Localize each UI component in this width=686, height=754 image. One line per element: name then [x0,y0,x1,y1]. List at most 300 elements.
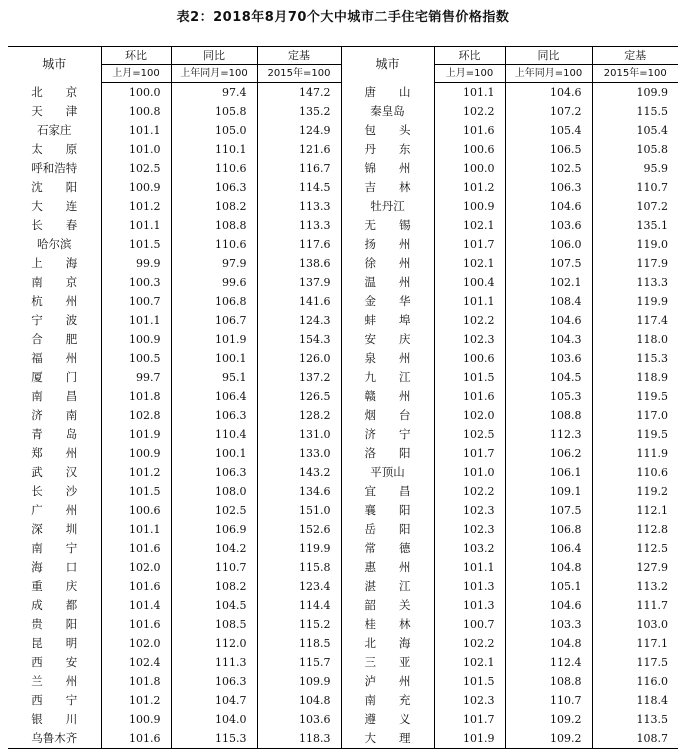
left-city-cell: 广 州 [31,503,78,517]
left-yoy-cell: 110.6 [171,159,257,178]
left-city-cell: 深 圳 [31,522,78,536]
right-yoy-cell: 106.3 [505,178,592,197]
left-yoy-cell: 106.3 [171,406,257,425]
left-mom-cell: 101.1 [101,311,171,330]
header-city-right: 城市 [341,47,434,83]
right-mom-cell: 102.2 [434,102,505,121]
left-yoy-cell: 108.5 [171,615,257,634]
left-city-cell: 福 州 [31,351,78,365]
header-base-left: 定基 [257,47,341,65]
right-yoy-cell: 105.1 [505,577,592,596]
right-base-cell: 113.5 [592,710,678,729]
right-mom-cell: 101.5 [434,368,505,387]
table-row [8,159,678,178]
left-yoy-cell: 99.6 [171,273,257,292]
right-base-cell: 112.8 [592,520,678,539]
left-city-cell: 南 昌 [31,389,78,403]
right-mom-cell: 102.5 [434,425,505,444]
right-city-cell: 宜 昌 [341,482,434,501]
left-yoy-cell: 106.8 [171,292,257,311]
left-city-cell: 武 汉 [31,465,78,479]
left-yoy-cell: 110.7 [171,558,257,577]
right-city-cell: 牡丹江 [341,197,434,216]
right-city-cell: 平顶山 [341,463,434,482]
left-city-cell: 兰 州 [31,674,78,688]
right-mom-cell: 101.1 [434,83,505,103]
right-yoy-cell: 104.3 [505,330,592,349]
left-yoy-cell: 101.9 [171,330,257,349]
right-base-cell: 116.0 [592,672,678,691]
left-mom-cell: 101.4 [101,596,171,615]
header-mom-right: 环比 [434,47,505,65]
left-yoy-cell: 97.9 [171,254,257,273]
right-base-cell: 112.1 [592,501,678,520]
table-row [8,539,678,558]
left-mom-cell: 100.9 [101,710,171,729]
right-yoy-cell: 103.6 [505,349,592,368]
right-mom-cell: 101.6 [434,387,505,406]
left-base-cell: 123.4 [257,577,341,596]
left-city-cell: 西 安 [31,655,78,669]
right-city-cell: 扬 州 [341,235,434,254]
right-base-cell: 119.9 [592,292,678,311]
left-city-cell: 济 南 [31,408,78,422]
right-yoy-cell: 103.6 [505,216,592,235]
right-yoy-cell: 103.3 [505,615,592,634]
right-city-cell: 烟 台 [341,406,434,425]
left-mom-cell: 100.7 [101,292,171,311]
left-yoy-cell: 115.3 [171,729,257,749]
left-base-cell: 124.9 [257,121,341,140]
left-mom-cell: 101.6 [101,729,171,749]
right-mom-cell: 100.9 [434,197,505,216]
table-row [8,197,678,216]
left-base-cell: 103.6 [257,710,341,729]
left-yoy-cell: 108.2 [171,577,257,596]
left-city-cell: 上 海 [31,256,78,270]
left-city-cell: 合 肥 [31,332,78,346]
header-mom-sub-left: 上月=100 [101,65,171,83]
left-yoy-cell: 106.3 [171,178,257,197]
table-row [8,482,678,501]
right-base-cell: 119.5 [592,387,678,406]
left-base-cell: 113.3 [257,216,341,235]
left-city-cell: 天 津 [31,104,78,118]
right-yoy-cell: 108.8 [505,672,592,691]
right-city-cell: 桂 林 [341,615,434,634]
right-city-cell: 襄 阳 [341,501,434,520]
right-yoy-cell: 106.4 [505,539,592,558]
table-row [8,729,678,749]
table-row [8,406,678,425]
right-base-cell: 127.9 [592,558,678,577]
right-yoy-cell: 104.8 [505,634,592,653]
table-row [8,102,678,121]
left-base-cell: 118.3 [257,729,341,749]
left-city-cell: 北 京 [31,84,78,99]
table-row [8,83,678,103]
right-city-cell: 无 锡 [341,216,434,235]
header-yoy-right: 同比 [505,47,592,65]
left-base-cell: 147.2 [257,83,341,103]
left-yoy-cell: 95.1 [171,368,257,387]
right-yoy-cell: 108.8 [505,406,592,425]
left-base-cell: 126.0 [257,349,341,368]
left-yoy-cell: 104.5 [171,596,257,615]
table-row [8,368,678,387]
table-row [8,425,678,444]
left-base-cell: 128.2 [257,406,341,425]
right-base-cell: 117.9 [592,254,678,273]
left-base-cell: 134.6 [257,482,341,501]
left-city-cell: 太 原 [31,142,78,156]
left-mom-cell: 102.0 [101,634,171,653]
right-yoy-cell: 104.8 [505,558,592,577]
right-city-cell: 蚌 埠 [341,311,434,330]
right-yoy-cell: 102.1 [505,273,592,292]
right-base-cell: 112.5 [592,539,678,558]
left-base-cell: 151.0 [257,501,341,520]
left-mom-cell: 101.9 [101,425,171,444]
left-city-cell: 贵 阳 [31,617,78,631]
left-base-cell: 116.7 [257,159,341,178]
left-city-cell: 海 口 [31,560,78,574]
left-mom-cell: 100.5 [101,349,171,368]
left-base-cell: 117.6 [257,235,341,254]
left-city-cell: 西 宁 [31,693,78,707]
table-row [8,292,678,311]
left-city-cell: 银 川 [31,712,78,726]
left-yoy-cell: 105.8 [171,102,257,121]
table-row [8,444,678,463]
left-base-cell: 143.2 [257,463,341,482]
right-mom-cell: 101.2 [434,178,505,197]
left-city-cell: 重 庆 [31,579,78,593]
right-city-cell: 湛 江 [341,577,434,596]
left-yoy-cell: 100.1 [171,349,257,368]
header-yoy-sub-right: 上年同月=100 [505,65,592,83]
right-mom-cell: 100.4 [434,273,505,292]
right-base-cell: 117.0 [592,406,678,425]
left-mom-cell: 102.8 [101,406,171,425]
right-base-cell: 119.2 [592,482,678,501]
table-row [8,387,678,406]
left-city-cell: 乌鲁木齐 [8,729,101,749]
left-base-cell: 119.9 [257,539,341,558]
left-base-cell: 109.9 [257,672,341,691]
right-mom-cell: 102.2 [434,311,505,330]
header-mom-sub-right: 上月=100 [434,65,505,83]
left-yoy-cell: 110.6 [171,235,257,254]
left-city-cell: 杭 州 [31,294,78,308]
left-mom-cell: 102.4 [101,653,171,672]
right-base-cell: 111.7 [592,596,678,615]
header-yoy-sub-left: 上年同月=100 [171,65,257,83]
left-yoy-cell: 106.3 [171,672,257,691]
table-row [8,634,678,653]
left-base-cell: 141.6 [257,292,341,311]
right-mom-cell: 102.1 [434,254,505,273]
left-city-cell: 石家庄 [37,123,72,137]
left-mom-cell: 101.8 [101,672,171,691]
right-yoy-cell: 104.6 [505,83,592,103]
left-city-cell: 南 京 [31,275,78,289]
left-city-cell: 宁 波 [31,313,78,327]
table-row [8,140,678,159]
right-base-cell: 95.9 [592,159,678,178]
right-mom-cell: 102.1 [434,216,505,235]
left-base-cell: 115.7 [257,653,341,672]
right-city-cell: 泸 州 [341,672,434,691]
left-yoy-cell: 104.7 [171,691,257,710]
left-base-cell: 138.6 [257,254,341,273]
left-city-cell: 长 沙 [31,484,78,498]
table-row [8,235,678,254]
right-city-cell: 岳 阳 [341,520,434,539]
right-mom-cell: 102.2 [434,482,505,501]
left-mom-cell: 100.0 [101,83,171,103]
right-mom-cell: 100.7 [434,615,505,634]
left-mom-cell: 101.6 [101,615,171,634]
right-mom-cell: 101.3 [434,577,505,596]
left-base-cell: 135.2 [257,102,341,121]
right-mom-cell: 101.1 [434,558,505,577]
right-mom-cell: 102.3 [434,330,505,349]
right-mom-cell: 101.7 [434,444,505,463]
left-mom-cell: 101.1 [101,520,171,539]
right-city-cell: 秦皇岛 [341,102,434,121]
left-city-cell: 成 都 [31,598,78,612]
right-city-cell: 大 理 [341,729,434,749]
right-city-cell: 金 华 [341,292,434,311]
right-city-cell: 北 海 [341,634,434,653]
left-base-cell: 137.9 [257,273,341,292]
left-mom-cell: 100.3 [101,273,171,292]
left-city-cell: 呼和浩特 [31,161,78,175]
left-base-cell: 154.3 [257,330,341,349]
left-mom-cell: 101.2 [101,463,171,482]
right-yoy-cell: 106.0 [505,235,592,254]
left-yoy-cell: 108.0 [171,482,257,501]
right-mom-cell: 103.2 [434,539,505,558]
left-mom-cell: 101.1 [101,216,171,235]
right-base-cell: 115.5 [592,102,678,121]
right-yoy-cell: 112.4 [505,653,592,672]
left-mom-cell: 101.1 [101,121,171,140]
table-row [8,254,678,273]
right-mom-cell: 102.3 [434,501,505,520]
right-base-cell: 118.9 [592,368,678,387]
left-base-cell: 126.5 [257,387,341,406]
right-yoy-cell: 104.5 [505,368,592,387]
left-city-cell: 厦 门 [31,370,78,384]
right-city-cell: 安 庆 [341,330,434,349]
right-yoy-cell: 106.5 [505,140,592,159]
right-mom-cell: 100.6 [434,349,505,368]
left-base-cell: 104.8 [257,691,341,710]
left-mom-cell: 101.2 [101,197,171,216]
left-yoy-cell: 106.9 [171,520,257,539]
left-base-cell: 113.3 [257,197,341,216]
right-base-cell: 117.1 [592,634,678,653]
right-city-cell: 济 宁 [341,425,434,444]
right-city-cell: 丹 东 [341,140,434,159]
left-base-cell: 124.3 [257,311,341,330]
right-base-cell: 108.7 [592,729,678,749]
right-yoy-cell: 107.5 [505,254,592,273]
right-base-cell: 103.0 [592,615,678,634]
table-row [8,577,678,596]
right-yoy-cell: 108.4 [505,292,592,311]
right-mom-cell: 101.1 [434,292,505,311]
left-yoy-cell: 104.2 [171,539,257,558]
right-base-cell: 110.6 [592,463,678,482]
left-yoy-cell: 97.4 [171,83,257,103]
left-base-cell: 115.8 [257,558,341,577]
left-city-cell: 青 岛 [31,427,78,441]
price-index-table [8,46,678,749]
right-city-cell: 惠 州 [341,558,434,577]
table-row [8,558,678,577]
right-city-cell: 遵 义 [341,710,434,729]
table-row [8,178,678,197]
right-mom-cell: 102.3 [434,691,505,710]
left-yoy-cell: 104.0 [171,710,257,729]
left-mom-cell: 101.5 [101,235,171,254]
left-yoy-cell: 102.5 [171,501,257,520]
right-mom-cell: 101.5 [434,672,505,691]
left-yoy-cell: 110.1 [171,140,257,159]
table-row [8,273,678,292]
right-mom-cell: 100.0 [434,159,505,178]
right-base-cell: 111.9 [592,444,678,463]
left-mom-cell: 102.0 [101,558,171,577]
right-city-cell: 吉 林 [341,178,434,197]
right-yoy-cell: 106.1 [505,463,592,482]
left-yoy-cell: 106.3 [171,463,257,482]
left-city-cell: 沈 阳 [31,180,78,194]
right-city-cell: 包 头 [341,121,434,140]
right-base-cell: 118.4 [592,691,678,710]
right-yoy-cell: 105.4 [505,121,592,140]
table-row [8,615,678,634]
right-city-cell: 温 州 [341,273,434,292]
right-base-cell: 117.5 [592,653,678,672]
right-mom-cell: 101.7 [434,710,505,729]
left-yoy-cell: 106.7 [171,311,257,330]
table-row [8,501,678,520]
left-base-cell: 133.0 [257,444,341,463]
left-mom-cell: 100.9 [101,330,171,349]
right-base-cell: 107.2 [592,197,678,216]
right-yoy-cell: 106.2 [505,444,592,463]
left-base-cell: 152.6 [257,520,341,539]
right-mom-cell: 102.1 [434,653,505,672]
table-row [8,330,678,349]
left-mom-cell: 101.5 [101,482,171,501]
left-city-cell: 长 春 [31,218,78,232]
left-mom-cell: 101.0 [101,140,171,159]
right-yoy-cell: 104.6 [505,311,592,330]
right-base-cell: 135.1 [592,216,678,235]
table-body [8,83,678,749]
right-city-cell: 洛 阳 [341,444,434,463]
right-mom-cell: 101.6 [434,121,505,140]
right-mom-cell: 102.3 [434,520,505,539]
table-row [8,596,678,615]
left-mom-cell: 101.6 [101,539,171,558]
left-city-cell: 哈尔滨 [37,237,72,251]
right-city-cell: 南 充 [341,691,434,710]
right-yoy-cell: 105.3 [505,387,592,406]
left-yoy-cell: 106.4 [171,387,257,406]
header-base-sub-left: 2015年=100 [257,65,341,83]
right-base-cell: 119.5 [592,425,678,444]
right-base-cell: 113.2 [592,577,678,596]
right-yoy-cell: 112.3 [505,425,592,444]
right-yoy-cell: 110.7 [505,691,592,710]
header-base-right: 定基 [592,47,678,65]
right-mom-cell: 102.2 [434,634,505,653]
table-row [8,520,678,539]
left-mom-cell: 100.8 [101,102,171,121]
right-base-cell: 110.7 [592,178,678,197]
left-city-cell: 南 宁 [31,541,78,555]
header-mom-left: 环比 [101,47,171,65]
right-yoy-cell: 104.6 [505,596,592,615]
left-base-cell: 114.4 [257,596,341,615]
left-mom-cell: 99.7 [101,368,171,387]
header-city-left: 城市 [8,47,101,83]
table-row [8,691,678,710]
right-yoy-cell: 107.5 [505,501,592,520]
right-base-cell: 105.8 [592,140,678,159]
left-yoy-cell: 105.0 [171,121,257,140]
right-yoy-cell: 109.1 [505,482,592,501]
left-base-cell: 121.6 [257,140,341,159]
right-yoy-cell: 109.2 [505,729,592,749]
table-title: 表2：2018年8月70个大中城市二手住宅销售价格指数 [176,10,510,25]
left-base-cell: 131.0 [257,425,341,444]
table-row [8,463,678,482]
right-city-cell: 徐 州 [341,254,434,273]
right-city-cell: 九 江 [341,368,434,387]
left-mom-cell: 100.9 [101,178,171,197]
right-yoy-cell: 102.5 [505,159,592,178]
left-city-cell: 郑 州 [31,446,78,460]
left-yoy-cell: 112.0 [171,634,257,653]
right-mom-cell: 101.3 [434,596,505,615]
left-mom-cell: 99.9 [101,254,171,273]
right-yoy-cell: 104.6 [505,197,592,216]
header-yoy-left: 同比 [171,47,257,65]
right-city-cell: 泉 州 [341,349,434,368]
left-mom-cell: 100.6 [101,501,171,520]
right-base-cell: 105.4 [592,121,678,140]
right-mom-cell: 100.6 [434,140,505,159]
right-base-cell: 118.0 [592,330,678,349]
header-base-sub-right: 2015年=100 [592,65,678,83]
right-yoy-cell: 107.2 [505,102,592,121]
right-base-cell: 113.3 [592,273,678,292]
right-mom-cell: 101.9 [434,729,505,749]
right-city-cell: 唐 山 [341,83,434,103]
left-city-cell: 大 连 [31,199,78,213]
left-city-cell: 昆 明 [31,636,78,650]
left-mom-cell: 101.6 [101,577,171,596]
left-yoy-cell: 108.8 [171,216,257,235]
left-base-cell: 114.5 [257,178,341,197]
